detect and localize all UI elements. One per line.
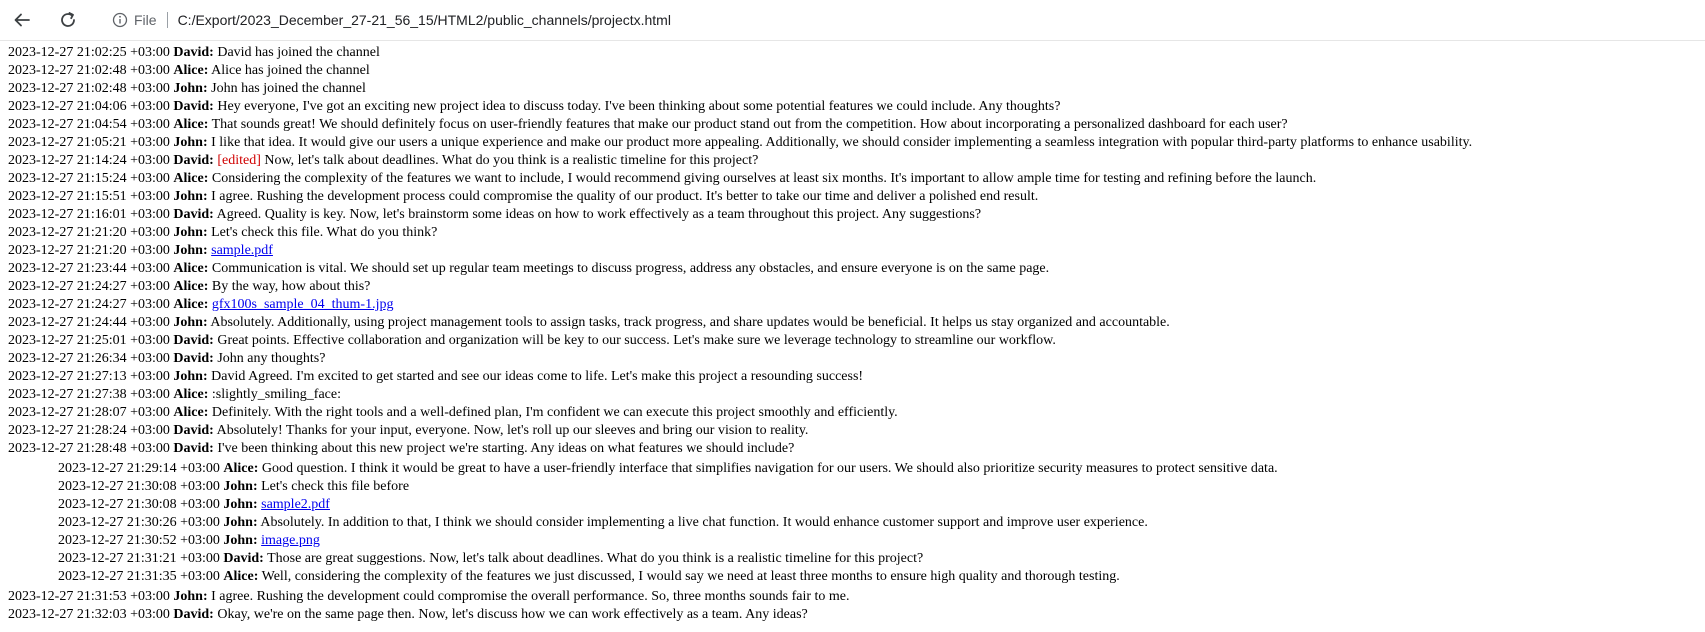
message-row xyxy=(8,532,1705,550)
message-author: David: xyxy=(173,45,214,60)
message-row xyxy=(8,134,1705,152)
message-row xyxy=(8,260,1705,278)
message-timestamp: 2023-12-27 21:23:44 +03:00 xyxy=(8,261,170,276)
message-row xyxy=(8,206,1705,224)
file-link[interactable]: image.png xyxy=(261,533,320,548)
message-timestamp: 2023-12-27 21:24:27 +03:00 xyxy=(8,297,170,312)
message-text: I've been thinking about this new project we're starting. Any ideas on what features we should include? xyxy=(217,441,795,456)
message-author: David: xyxy=(223,551,264,566)
message-text: Those are great suggestions. Now, let's talk about deadlines. What do you think is a realistic timeline for this project? xyxy=(267,551,924,566)
message-author: David: xyxy=(173,423,214,438)
message-row xyxy=(8,568,1705,586)
message-row xyxy=(8,296,1705,314)
message-row xyxy=(8,386,1705,404)
message-log xyxy=(0,44,1705,624)
message-author: John: xyxy=(223,533,258,548)
message-timestamp: 2023-12-27 21:25:01 +03:00 xyxy=(8,333,170,348)
message-author: David: xyxy=(173,99,214,114)
message-timestamp: 2023-12-27 21:16:01 +03:00 xyxy=(8,207,170,222)
message-row xyxy=(8,368,1705,386)
address-divider xyxy=(167,12,168,28)
message-row xyxy=(8,514,1705,532)
message-author: David: xyxy=(173,351,214,366)
message-text: David Agreed. I'm excited to get started and see our ideas come to life. Let's make this project a resounding success! xyxy=(211,369,864,384)
message-text: Communication is vital. We should set up regular team meetings to discuss progress, address any obstacles, and ensure everyone is on the same page. xyxy=(211,261,1050,276)
message-timestamp: 2023-12-27 21:27:13 +03:00 xyxy=(8,369,170,384)
message-text: :slightly_smiling_face: xyxy=(211,387,341,402)
message-author: David: xyxy=(173,441,214,456)
message-text: I like that idea. It would give our users a unique experience and make our product more appealing. Additionally, we should consider implementing a seamless integration with popular third-party platforms to enhance usability. xyxy=(211,135,1473,150)
file-link[interactable]: sample2.pdf xyxy=(261,497,330,512)
message-text: I agree. Rushing the development process could compromise the quality of our product. It's better to take our time and deliver a polished end result. xyxy=(211,189,1039,204)
message-text: Alice has joined the channel xyxy=(211,63,370,78)
message-author: Alice: xyxy=(173,279,209,294)
message-timestamp: 2023-12-27 21:30:08 +03:00 xyxy=(58,497,220,512)
message-author: Alice: xyxy=(173,387,209,402)
message-timestamp: 2023-12-27 21:02:48 +03:00 xyxy=(8,81,170,96)
message-row xyxy=(8,116,1705,134)
message-author: Alice: xyxy=(173,297,209,312)
message-timestamp: 2023-12-27 21:27:38 +03:00 xyxy=(8,387,170,402)
message-row xyxy=(8,460,1705,478)
message-author: David: xyxy=(173,153,214,168)
message-author: John: xyxy=(223,515,258,530)
browser-toolbar xyxy=(0,0,1705,41)
message-text: That sounds great! We should definitely focus on user-friendly features that make our product stand out from the competition. How about incorporating a personalized dashboard for each user? xyxy=(211,117,1288,132)
message-timestamp: 2023-12-27 21:31:21 +03:00 xyxy=(58,551,220,566)
message-author: David: xyxy=(173,607,214,622)
message-text: John any thoughts? xyxy=(217,351,326,366)
message-row xyxy=(8,170,1705,188)
message-author: Alice: xyxy=(173,405,209,420)
message-author: Alice: xyxy=(173,261,209,276)
message-author: Alice: xyxy=(223,461,259,476)
message-row xyxy=(8,62,1705,80)
message-author: John: xyxy=(173,315,208,330)
message-row xyxy=(8,478,1705,496)
message-text: Let's check this file. What do you think? xyxy=(211,225,438,240)
message-text: Absolutely. Additionally, using project management tools to assign tasks, track progress, and share updates would be beneficial. It helps us stay organized and accountable. xyxy=(210,315,1170,330)
message-timestamp: 2023-12-27 21:24:27 +03:00 xyxy=(8,279,170,294)
back-button[interactable] xyxy=(8,6,36,34)
scheme-label: File xyxy=(134,12,157,28)
message-author: John: xyxy=(173,589,208,604)
message-timestamp: 2023-12-27 21:28:07 +03:00 xyxy=(8,405,170,420)
message-author: David: xyxy=(173,207,214,222)
message-text: Well, considering the complexity of the features we just discussed, I would say we need at least three months to ensure high quality and thorough testing. xyxy=(261,569,1120,584)
message-timestamp: 2023-12-27 21:05:21 +03:00 xyxy=(8,135,170,150)
message-timestamp: 2023-12-27 21:28:24 +03:00 xyxy=(8,423,170,438)
message-text: John has joined the channel xyxy=(211,81,366,96)
back-arrow-icon xyxy=(13,11,31,29)
message-row xyxy=(8,550,1705,568)
message-row xyxy=(8,188,1705,206)
message-text: Considering the complexity of the features we want to include, I would recommend giving ourselves at least six months. It's important to allow ample time for testing and refining before the launch. xyxy=(211,171,1317,186)
file-link[interactable]: gfx100s_sample_04_thum-1.jpg xyxy=(211,297,394,312)
message-row xyxy=(8,350,1705,368)
message-timestamp: 2023-12-27 21:31:53 +03:00 xyxy=(8,589,170,604)
message-timestamp: 2023-12-27 21:26:34 +03:00 xyxy=(8,351,170,366)
message-author: John: xyxy=(173,81,208,96)
message-row xyxy=(8,332,1705,350)
message-timestamp: 2023-12-27 21:04:54 +03:00 xyxy=(8,117,170,132)
message-author: John: xyxy=(223,479,258,494)
message-author: John: xyxy=(223,497,258,512)
file-link[interactable]: sample.pdf xyxy=(211,243,273,258)
message-row xyxy=(8,152,1705,170)
message-timestamp: 2023-12-27 21:31:35 +03:00 xyxy=(58,569,220,584)
message-row xyxy=(8,224,1705,242)
message-row xyxy=(8,496,1705,514)
info-icon[interactable] xyxy=(112,12,128,28)
message-row xyxy=(8,606,1705,624)
message-author: John: xyxy=(173,189,208,204)
message-text: Absolutely! Thanks for your input, everyone. Now, let's roll up our sleeves and bring our vision to reality. xyxy=(216,423,809,438)
message-author: Alice: xyxy=(173,63,209,78)
reload-button[interactable] xyxy=(54,6,82,34)
message-author: David: xyxy=(173,333,214,348)
message-timestamp: 2023-12-27 21:02:25 +03:00 xyxy=(8,45,170,60)
message-text: Definitely. With the right tools and a well-defined plan, I'm confident we can execute this project smoothly and efficiently. xyxy=(211,405,898,420)
message-row xyxy=(8,278,1705,296)
message-timestamp: 2023-12-27 21:04:06 +03:00 xyxy=(8,99,170,114)
url-text[interactable]: C:/Export/2023_December_27-21_56_15/HTML2/public_channels/projectx.html xyxy=(177,12,671,28)
message-timestamp: 2023-12-27 21:30:26 +03:00 xyxy=(58,515,220,530)
message-timestamp: 2023-12-27 21:21:20 +03:00 xyxy=(8,243,170,258)
message-timestamp: 2023-12-27 21:30:08 +03:00 xyxy=(58,479,220,494)
message-timestamp: 2023-12-27 21:32:03 +03:00 xyxy=(8,607,170,622)
reload-icon xyxy=(59,11,77,29)
message-row xyxy=(8,242,1705,260)
message-author: Alice: xyxy=(223,569,259,584)
message-author: John: xyxy=(173,225,208,240)
message-text: Let's check this file before xyxy=(261,479,410,494)
message-author: John: xyxy=(173,243,208,258)
message-timestamp: 2023-12-27 21:02:48 +03:00 xyxy=(8,63,170,78)
message-text: Okay, we're on the same page then. Now, let's discuss how we can work effectively as a team. Any ideas? xyxy=(217,607,808,622)
message-text: Great points. Effective collaboration and organization will be key to our success. Let's make sure we leverage technology to streamline our workflow. xyxy=(217,333,1056,348)
message-author: Alice: xyxy=(173,171,209,186)
message-text: Now, let's talk about deadlines. What do you think is a realistic timeline for this project? xyxy=(264,153,759,168)
message-timestamp: 2023-12-27 21:14:24 +03:00 xyxy=(8,153,170,168)
message-row xyxy=(8,588,1705,606)
message-timestamp: 2023-12-27 21:28:48 +03:00 xyxy=(8,441,170,456)
message-author: John: xyxy=(173,135,208,150)
message-timestamp: 2023-12-27 21:29:14 +03:00 xyxy=(58,461,220,476)
message-row xyxy=(8,44,1705,62)
message-row xyxy=(8,440,1705,458)
message-timestamp: 2023-12-27 21:15:51 +03:00 xyxy=(8,189,170,204)
message-text: I agree. Rushing the development could compromise the overall performance. So, three months sounds fair to me. xyxy=(211,589,850,604)
message-text: Good question. I think it would be great to have a user-friendly interface that simplifies navigation for our users. We should also prioritize security measures to protect sensitive data. xyxy=(261,461,1278,476)
message-row xyxy=(8,98,1705,116)
message-row xyxy=(8,404,1705,422)
message-text: By the way, how about this? xyxy=(211,279,371,294)
edited-tag: [edited] xyxy=(217,153,261,168)
message-text: Hey everyone, I've got an exciting new project idea to discuss today. I've been thinking about some potential features we could include. Any thoughts? xyxy=(217,99,1061,114)
message-text: Absolutely. In addition to that, I think we should consider implementing a live chat function. It would enhance customer support and improve user experience. xyxy=(260,515,1148,530)
message-row xyxy=(8,314,1705,332)
message-row xyxy=(8,422,1705,440)
message-timestamp: 2023-12-27 21:15:24 +03:00 xyxy=(8,171,170,186)
message-author: John: xyxy=(173,369,208,384)
address-bar[interactable] xyxy=(96,4,1696,36)
message-timestamp: 2023-12-27 21:24:44 +03:00 xyxy=(8,315,170,330)
message-timestamp: 2023-12-27 21:30:52 +03:00 xyxy=(58,533,220,548)
message-author: Alice: xyxy=(173,117,209,132)
message-timestamp: 2023-12-27 21:21:20 +03:00 xyxy=(8,225,170,240)
message-text: David has joined the channel xyxy=(217,45,380,60)
message-text: Agreed. Quality is key. Now, let's brainstorm some ideas on how to work effectively as a team throughout this project. Any suggestions? xyxy=(216,207,982,222)
message-row xyxy=(8,80,1705,98)
